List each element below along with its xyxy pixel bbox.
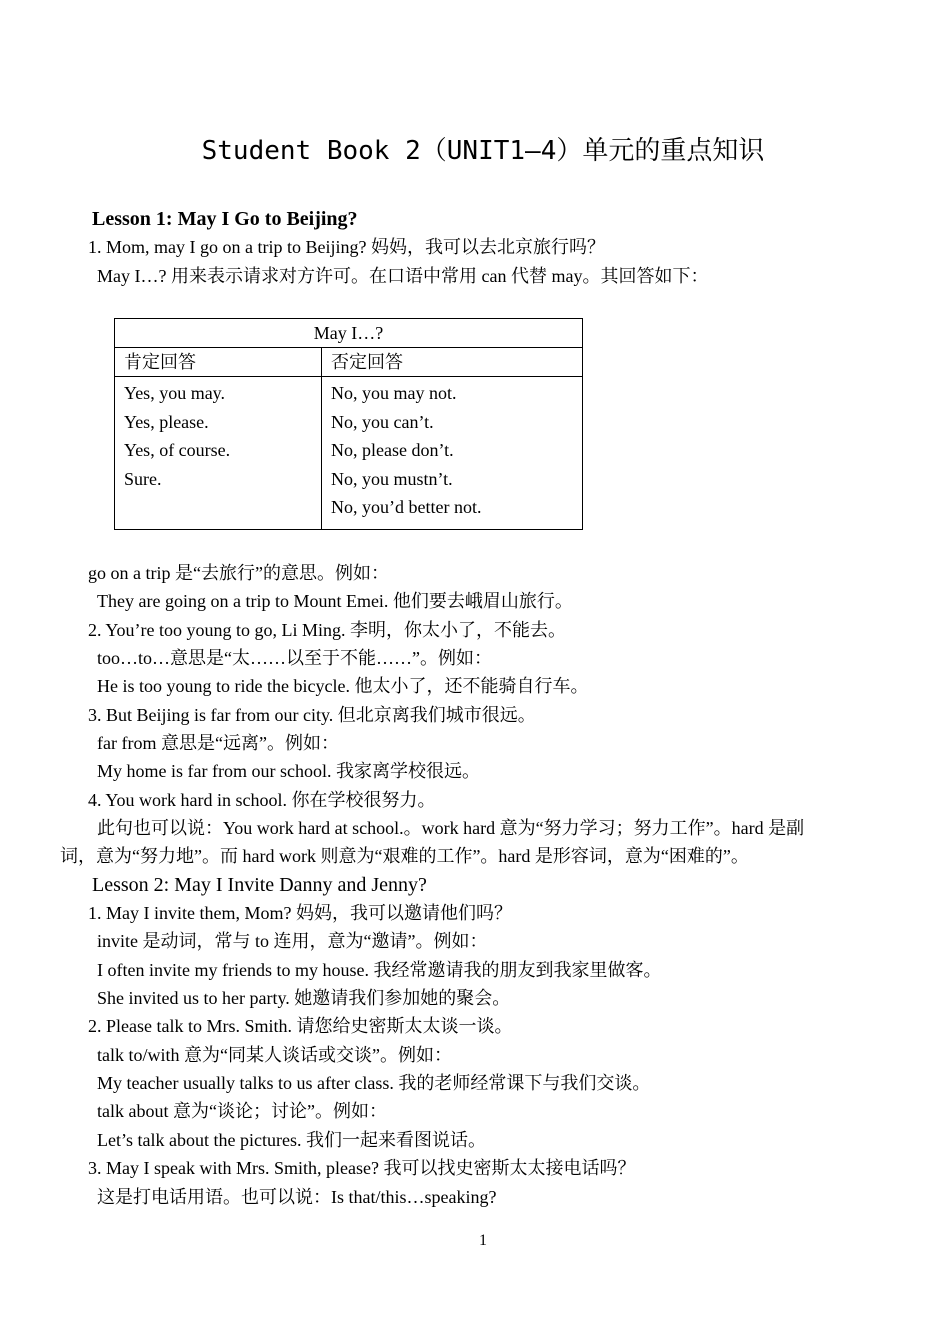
paragraph-line: My teacher usually talks to us after class. 我的老师经常课下与我们交谈。 [97,1073,651,1093]
paragraph-line: My home is far from our school. 我家离学校很远。 [97,761,480,781]
paragraph-line: 3. But Beijing is far from our city. 但北京离我们城市很远。 [88,705,536,725]
paragraph-line: 2. You’re too young to go, Li Ming. 李明，你太小了，不能去。 [88,620,567,640]
paragraph-line: May I…? 用来表示请求对方许可。在口语中常用 can 代替 may。其回答如下： [97,266,709,286]
paragraph-line: 3. May I speak with Mrs. Smith, please? 我可以找史密斯太太接电话吗？ [88,1158,636,1178]
paragraph-line: 1. May I invite them, Mom? 妈妈，我可以邀请他们吗？ [88,903,512,923]
paragraph-line: He is too young to ride the bicycle. 他太小了，还不能骑自行车。 [97,676,589,696]
table-cell: No, you may not. [331,383,457,403]
paragraph-line: 4. You work hard in school. 你在学校很努力。 [88,790,436,810]
paragraph-line: too…to…意思是“太……以至于不能……”。例如： [97,648,492,668]
paragraph-line: go on a trip 是“去旅行”的意思。例如： [88,563,389,583]
paragraph-line: I often invite my friends to my house. 我经常邀请我的朋友到我家里做客。 [97,960,662,980]
paragraph-line: Let’s talk about the pictures. 我们一起来看图说话。 [97,1130,486,1150]
negative-header: 否定回答 [322,348,583,377]
lesson-2-heading: Lesson 2: May I Invite Danny and Jenny? [92,874,427,896]
paragraph-line: invite 是动词，常与 to 连用，意为“邀请”。例如： [97,931,488,951]
table-cell: No, you mustn’t. [331,468,453,489]
page-number: 1 [479,1232,487,1249]
table-cell: Yes, you may. [124,383,226,403]
paragraph-line: They are going on a trip to Mount Emei. 他们要去峨眉山旅行。 [97,591,573,611]
paragraph-line: far from 意思是“远离”。例如： [97,733,339,753]
positive-header: 肯定回答 [115,348,322,377]
paragraph-line: 1. Mom, may I go on a trip to Beijing? 妈妈，我可以去北京旅行吗？ [88,237,605,257]
paragraph-line: 2. Please talk to Mrs. Smith. 请您给史密斯太太谈一谈。 [88,1016,513,1036]
paragraph-line: She invited us to her party. 她邀请我们参加她的聚会。 [97,988,511,1008]
table-cell: No, you can’t. [331,411,434,432]
page-title: Student Book 2（UNIT1—4）单元的重点知识 [201,136,765,166]
table-cell: No, you’d better not. [331,497,482,517]
paragraph-line: 词，意为“努力地”。而 hard work 则意为“艰难的工作”。hard 是形容词，意为“困难的”。 [60,846,749,866]
paragraph-line: 这是打电话用语。也可以说：Is that/this…speaking? [97,1187,497,1207]
negative-answers [322,377,583,530]
paragraph-line: talk about 意为“谈论；讨论”。例如： [97,1101,387,1121]
table-cell: Yes, please. [124,411,209,432]
positive-answers [115,377,322,530]
paragraph-line: talk to/with 意为“同某人谈话或交谈”。例如： [97,1045,452,1065]
response-table [114,318,583,530]
table-caption: May I…? [115,319,583,348]
table-cell: No, please don’t. [331,440,454,460]
table-cell: Sure. [124,468,162,489]
paragraph-line: 此句也可以说：You work hard at school.。work hard 意为“努力学习；努力工作”。hard 是副 [97,818,805,838]
lesson-1-heading: Lesson 1: May I Go to Beijing? [92,208,358,230]
table-cell: Yes, of course. [124,440,231,460]
